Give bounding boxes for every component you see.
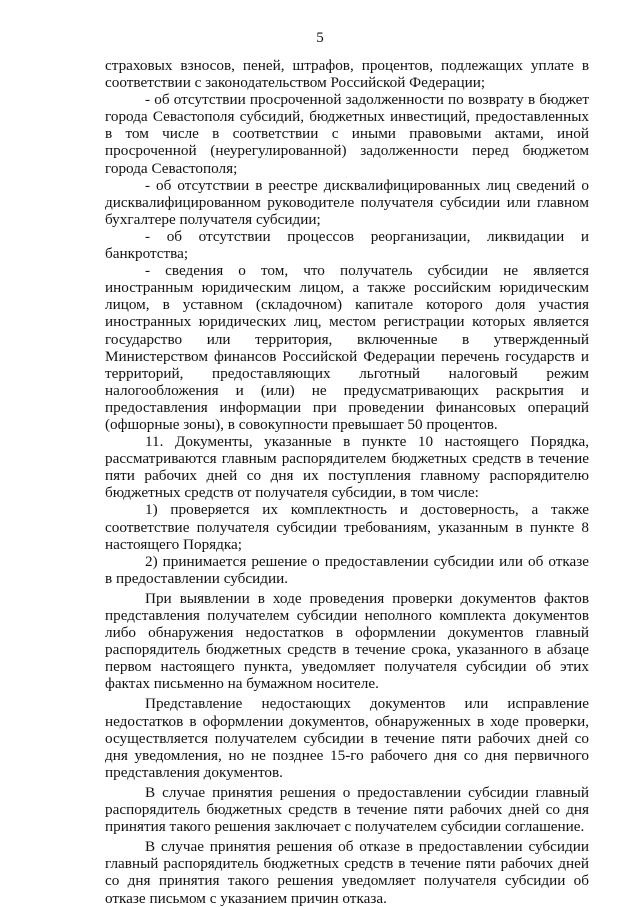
paragraph-foreign-entity: - сведения о том, что получатель субсидии не является иностранным юридическим лицом, а также российским юридическим лицом, в уставном (складочном) капитале которого доля участия иностранных юридических лиц, местом регистрации которых является государство или территория, включенные в утвержденный Министерством финансов Российской Федерации перечень государств и территорий, предоставляющих льготный налоговый режим налогообложения и (или) не предусматривающих раскрытия и предоставления информации при проведении финансовых операций (офшорные зоны), в совокупности превышает 50 процентов. [105,262,589,433]
document-body [105,57,589,907]
page-number: 5 [316,30,324,46]
paragraph-subitem-2: 2) принимается решение о предоставлении субсидии или об отказе в предоставлении субсидии. [105,552,589,587]
paragraph-item-11: 11. Документы, указанные в пункте 10 настоящего Порядка, рассматриваются главным распорядителем бюджетных средств в течение пяти рабочих дней со дня их поступления главному распорядителю бюджетных средств от получателя субсидии, в том числе: [105,433,589,502]
paragraph-subitem-1: 1) проверяется их комплектность и достоверность, а также соответствие получателя субсидии требованиям, указанным в пункте 8 настоящего Порядка; [105,501,589,553]
paragraph-continuation: страховых взносов, пеней, штрафов, процентов, подлежащих уплате в соответствии с законодательством Российской Федерации; [105,57,589,92]
paragraph-missing-documents: Представление недостающих документов или исправление недостатков в оформлении документов, обнаруженных в ходе проверки, осуществляется получателем субсидии в течение пяти рабочих дней со дня уведомления, но не позднее 15-го рабочего дня со дня первичного представления документов. [105,695,589,781]
paragraph-grant-decision: В случае принятия решения о предоставлении субсидии главный распорядитель бюджетных средств в течение пяти рабочих дней со дня принятия такого решения заключает с получателем субсидии соглашение. [105,783,589,836]
paragraph-disqualified-register: - об отсутствии в реестре дисквалифицированных лиц сведений о дисквалифицированном руководителе получателя субсидии или главном бухгалтере получателя субсидии; [105,176,589,228]
paragraph-refusal-decision: В случае принятия решения об отказе в предоставлении субсидии главный распорядитель бюджетных средств в течение пяти рабочих дней со дня принятия такого решения уведомляет получателя субсидии об отказе письмом с указанием причин отказа. [105,838,589,907]
paragraph-no-debt: - об отсутствии просроченной задолженности по возврату в бюджет города Севастополя субсидий, бюджетных инвестиций, предоставленных в том числе в соответствии с иными правовыми актами, иной просроченной (неурегулированной) задолженности перед бюджетом города Севастополя; [105,91,589,177]
paragraph-incomplete-documents: При выявлении в ходе проведения проверки документов фактов представления получателем субсидии неполного комплекта документов либо обнаружения недостатков в оформлении документов главный распорядитель бюджетных средств в течение срока, указанного в абзаце первом настоящего пункта, уведомляет получателя субсидии об этих фактах письменно на бумажном носителе. [105,589,589,693]
paragraph-no-bankruptcy: - об отсутствии процессов реорганизации, ликвидации и банкротства; [105,227,589,263]
